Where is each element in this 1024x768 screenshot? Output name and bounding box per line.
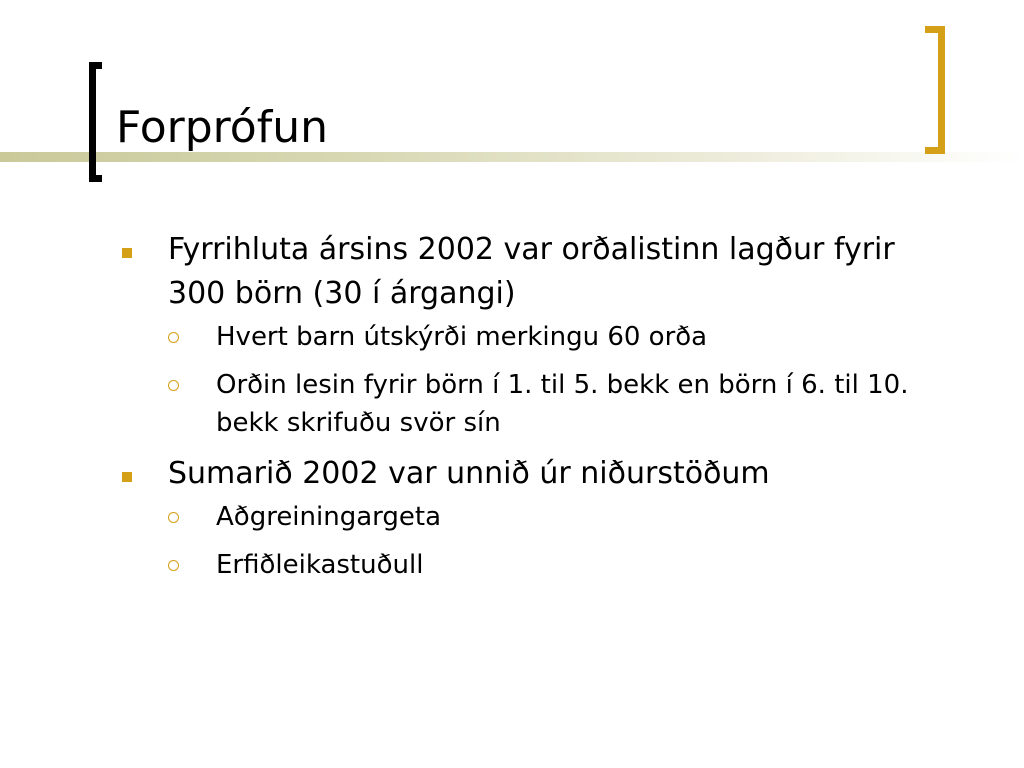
square-bullet-icon <box>122 248 132 258</box>
square-bullet-icon <box>122 472 132 482</box>
sub-bullet-item <box>168 546 958 584</box>
bullet-item <box>118 228 958 442</box>
sub-bullet-item <box>168 318 958 356</box>
sub-bullet-text: Aðgreiningargeta <box>216 502 442 532</box>
bullet-text: Sumarið 2002 var unnið úr niðurstöðum <box>168 456 770 491</box>
slide-title: Forprófun <box>116 102 328 153</box>
right-bracket-decoration <box>925 26 945 154</box>
circle-bullet-icon <box>168 560 179 571</box>
sub-bullet-list <box>168 498 958 584</box>
left-bracket-decoration <box>89 62 102 182</box>
sub-bullet-text: Hvert barn útskýrði merkingu 60 orða <box>216 322 708 352</box>
bullet-list <box>118 228 958 594</box>
circle-bullet-icon <box>168 380 179 391</box>
circle-bullet-icon <box>168 332 179 343</box>
bullet-text: Fyrrihluta ársins 2002 var orðalistinn lagður fyrir 300 börn (30 í árgangi) <box>168 232 895 311</box>
sub-bullet-item <box>168 498 958 536</box>
sub-bullet-list <box>168 318 958 442</box>
circle-bullet-icon <box>168 512 179 523</box>
sub-bullet-text: Erfiðleikastuðull <box>216 550 424 580</box>
sub-bullet-text: Orðin lesin fyrir börn í 1. til 5. bekk en börn í 6. til 10. bekk skrifuðu svör sín <box>216 370 909 438</box>
sub-bullet-item <box>168 366 958 442</box>
bullet-item <box>118 452 958 584</box>
